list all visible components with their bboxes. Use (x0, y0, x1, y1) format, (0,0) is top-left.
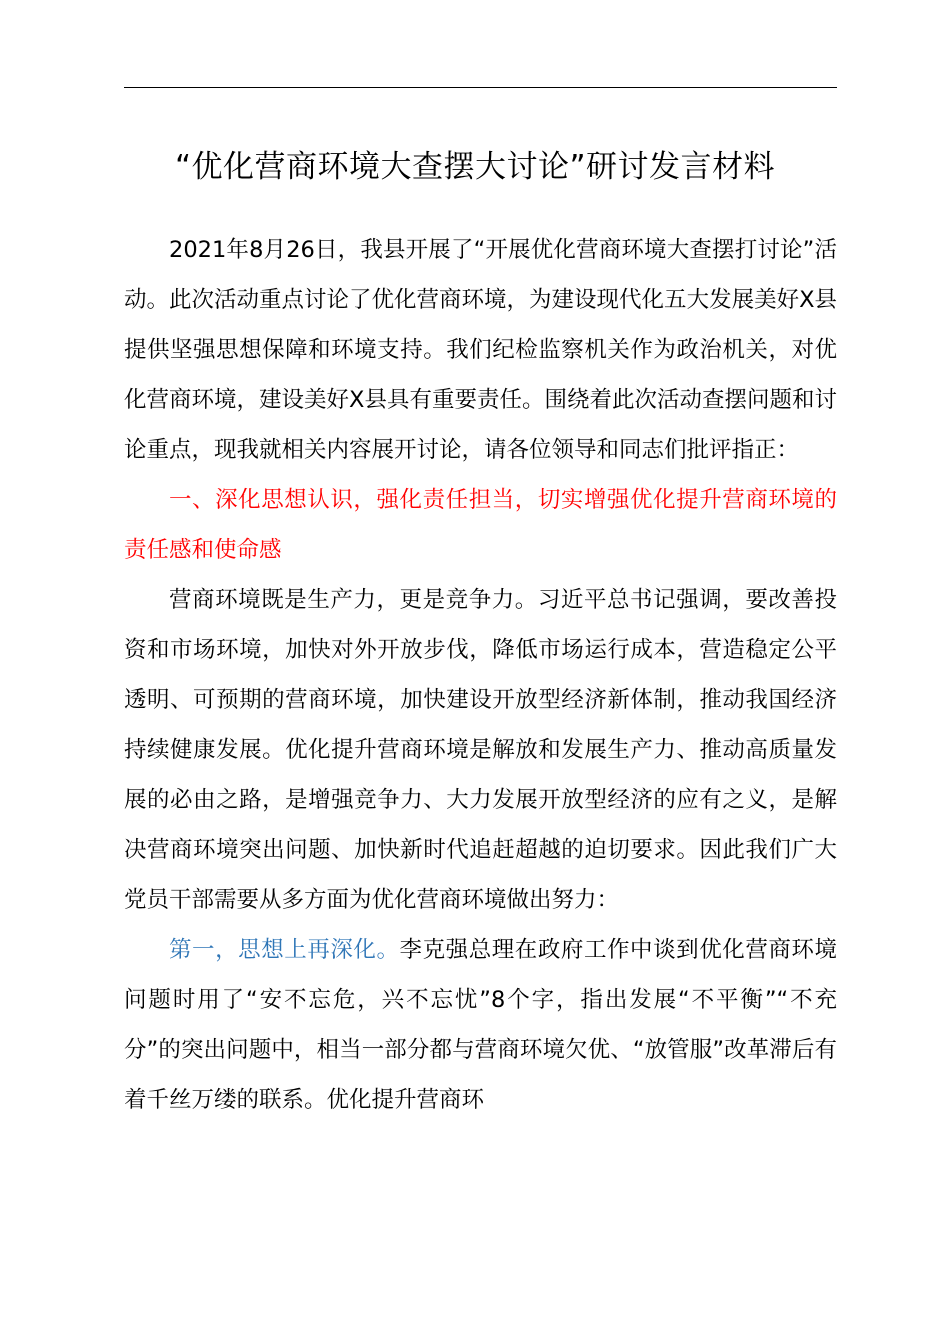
point-paragraph-1 (124, 925, 837, 1125)
document-title: “优化营商环境大查摆大讨论”研讨发言材料 (174, 149, 776, 185)
header-rule (124, 87, 837, 88)
intro-paragraph: 2021年8月26日，我县开展了“开展优化营商环境大查摆打讨论”活动。此次活动重点讨论了优化营商环境，为建设现代化五大发展美好X县提供坚强思想保障和环境支持。我们纪检监察机关作为政治机关，对优化营商环境，建设美好X县具有重要责任。围绕着此次活动查摆问题和讨论重点，现我就相关内容展开讨论，请各位领导和同志们批评指正： (124, 237, 837, 463)
point-text-1: 李克强总理在政府工作中谈到优化营商环境问题时用了“安不忘危，兴不忘忧”8个字，指出发展“不平衡”“不充分”的突出问题中，相当一部分都与营商环境欠优、“放管服”改革滞后有着千丝万缕的联系。优化提升营商环 (124, 937, 837, 1113)
body-paragraph: 营商环境既是生产力，更是竞争力。习近平总书记强调，要改善投资和市场环境，加快对外开放步伐，降低市场运行成本，营造稳定公平透明、可预期的营商环境，加快建设开放型经济新体制，推动我国经济持续健康发展。优化提升营商环境是解放和发展生产力、推动高质量发展的必由之路，是增强竞争力、大力发展开放型经济的应有之义，是解决营商环境突出问题、加快新时代追赶超越的迫切要求。因此我们广大党员干部需要从多方面为优化营商环境做出努力： (124, 587, 837, 913)
section-heading-1: 一、深化思想认识，强化责任担当，切实增强优化提升营商环境的责任感和使命感 (124, 487, 837, 563)
document-body (124, 225, 837, 1125)
point-lead-1: 第一，思想上再深化。 (169, 937, 400, 963)
